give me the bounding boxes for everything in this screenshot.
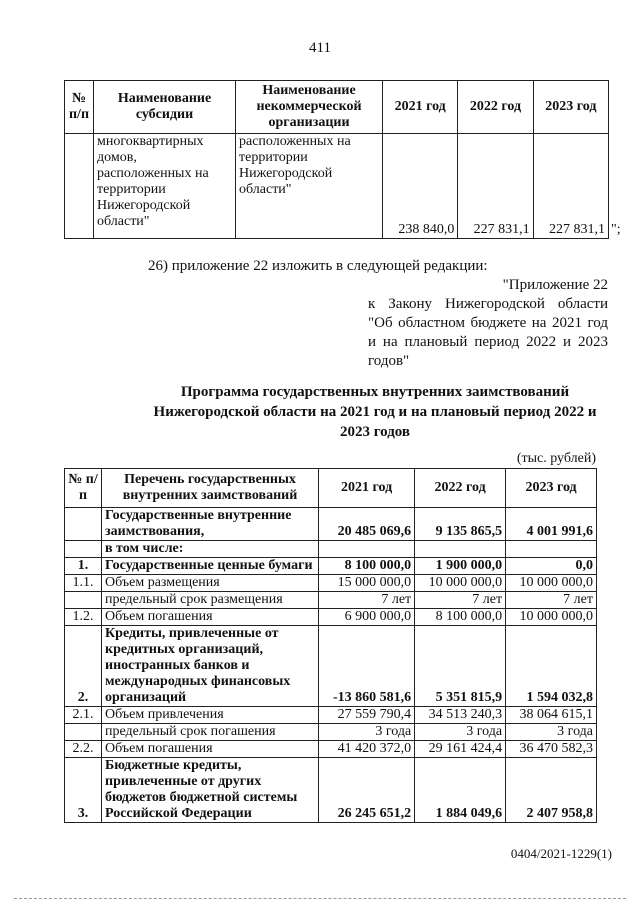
cell-2021 — [319, 541, 415, 558]
table-row — [65, 609, 597, 626]
cell-2022: 8 100 000,0 — [415, 609, 506, 626]
cell-2023: 1 594 032,8 — [506, 626, 597, 707]
cell-number — [65, 134, 94, 239]
table-row — [65, 592, 597, 609]
cell-name: Объем размещения — [102, 575, 319, 592]
col-header-2021: 2021 год — [319, 469, 415, 508]
col-header-organization: Наименование некоммерческой организации — [236, 81, 383, 134]
cell-name: Объем погашения — [102, 741, 319, 758]
table-row — [65, 134, 609, 239]
cell-number — [65, 541, 102, 558]
cell-2022: 9 135 865,5 — [415, 508, 506, 541]
cell-number — [65, 592, 102, 609]
amendment-instruction: 26) приложение 22 изложить в следующей редакции: — [148, 258, 488, 274]
cell-name: Государственные ценные бумаги — [102, 558, 319, 575]
cell-2022: 7 лет — [415, 592, 506, 609]
table-header-row — [65, 81, 609, 134]
cell-2023: 2 407 958,8 — [506, 758, 597, 823]
cell-2022: 1 884 049,6 — [415, 758, 506, 823]
cell-2023: 36 470 582,3 — [506, 741, 597, 758]
table-row — [65, 707, 597, 724]
col-header-number: № п/п — [65, 469, 102, 508]
cell-number: 2.1. — [65, 707, 102, 724]
cell-2021: -13 860 581,6 — [319, 626, 415, 707]
cell-organization: расположенных на территории Нижегородской области" — [236, 134, 383, 239]
cell-2023: 4 001 991,6 — [506, 508, 597, 541]
cell-number: 1.1. — [65, 575, 102, 592]
cell-name: Объем привлечения — [102, 707, 319, 724]
cell-2023: 7 лет — [506, 592, 597, 609]
cell-2022: 34 513 240,3 — [415, 707, 506, 724]
program-title: Программа государственных внутренних заимствований Нижегородской области на 2021 год и на плановый период 2022 и 2023 годов — [153, 384, 597, 440]
col-header-2022: 2022 год — [415, 469, 506, 508]
cell-2021: 15 000 000,0 — [319, 575, 415, 592]
table-row — [65, 558, 597, 575]
cell-name: предельный срок погашения — [102, 724, 319, 741]
cell-2021: 8 100 000,0 — [319, 558, 415, 575]
appendix-title: "Приложение 22 — [502, 277, 608, 293]
col-header-borrowing-list: Перечень государственных внутренних заимствований — [102, 469, 319, 508]
cell-name: Объем погашения — [102, 609, 319, 626]
cell-name: Бюджетные кредиты, привлеченные от других бюджетов бюджетной системы Российской Федерации — [102, 758, 319, 823]
cell-2023: 227 831,1 — [533, 134, 608, 239]
page-number: 411 — [309, 40, 331, 56]
cell-2021: 27 559 790,4 — [319, 707, 415, 724]
units-label: (тыс. рублей) — [516, 451, 596, 466]
cell-2023: 10 000 000,0 — [506, 609, 597, 626]
table-header-row — [65, 469, 597, 508]
cell-number: 1.2. — [65, 609, 102, 626]
cell-2022: 1 900 000,0 — [415, 558, 506, 575]
table-row — [65, 724, 597, 741]
cell-2021: 26 245 651,2 — [319, 758, 415, 823]
cell-2023: 10 000 000,0 — [506, 575, 597, 592]
cell-2021: 3 года — [319, 724, 415, 741]
cell-2022: 10 000 000,0 — [415, 575, 506, 592]
cell-number: 2. — [65, 626, 102, 707]
col-header-2021: 2021 год — [383, 81, 458, 134]
cell-number: 2.2. — [65, 741, 102, 758]
document-code: 0404/2021-1229(1) — [510, 846, 612, 861]
cell-name: Государственные внутренние заимствования, — [102, 508, 319, 541]
table-row — [65, 575, 597, 592]
cell-name: в том числе: — [102, 541, 319, 558]
table-row — [65, 508, 597, 541]
cell-2021: 238 840,0 — [383, 134, 458, 239]
cell-2022: 3 года — [415, 724, 506, 741]
closing-quote: "; — [611, 222, 621, 237]
cell-2023: 0,0 — [506, 558, 597, 575]
cell-number: 3. — [65, 758, 102, 823]
col-header-2023: 2023 год — [506, 469, 597, 508]
cell-2023: 38 064 615,1 — [506, 707, 597, 724]
col-header-number: № п/п — [65, 81, 94, 134]
cell-2021: 41 420 372,0 — [319, 741, 415, 758]
appendix-heading — [368, 276, 608, 371]
cell-number — [65, 724, 102, 741]
cell-number: 1. — [65, 558, 102, 575]
cell-2022 — [415, 541, 506, 558]
col-header-2022: 2022 год — [458, 81, 533, 134]
scan-edge-line — [14, 898, 626, 899]
cell-number — [65, 508, 102, 541]
appendix-law-reference: к Закону Нижегородской области "Об областном бюджете на 2021 год и на плановый период 2022 и 2023 годов" — [368, 296, 608, 369]
cell-2022: 5 351 815,9 — [415, 626, 506, 707]
cell-2021: 7 лет — [319, 592, 415, 609]
cell-subsidy: многоквартирных домов, расположенных на территории Нижегородской области" — [94, 134, 236, 239]
cell-2022: 29 161 424,4 — [415, 741, 506, 758]
cell-name: предельный срок размещения — [102, 592, 319, 609]
col-header-2023: 2023 год — [533, 81, 608, 134]
cell-2023 — [506, 541, 597, 558]
cell-2022: 227 831,1 — [458, 134, 533, 239]
table-row — [65, 626, 597, 707]
table-row — [65, 541, 597, 558]
table-row — [65, 741, 597, 758]
col-header-subsidy: Наименование субсидии — [94, 81, 236, 134]
cell-2021: 20 485 069,6 — [319, 508, 415, 541]
cell-2023: 3 года — [506, 724, 597, 741]
cell-name: Кредиты, привлеченные от кредитных организаций, иностранных банков и международных финансовых организаций — [102, 626, 319, 707]
borrowing-program-table — [64, 468, 597, 823]
cell-2021: 6 900 000,0 — [319, 609, 415, 626]
table-row — [65, 758, 597, 823]
subsidy-table — [64, 80, 609, 239]
